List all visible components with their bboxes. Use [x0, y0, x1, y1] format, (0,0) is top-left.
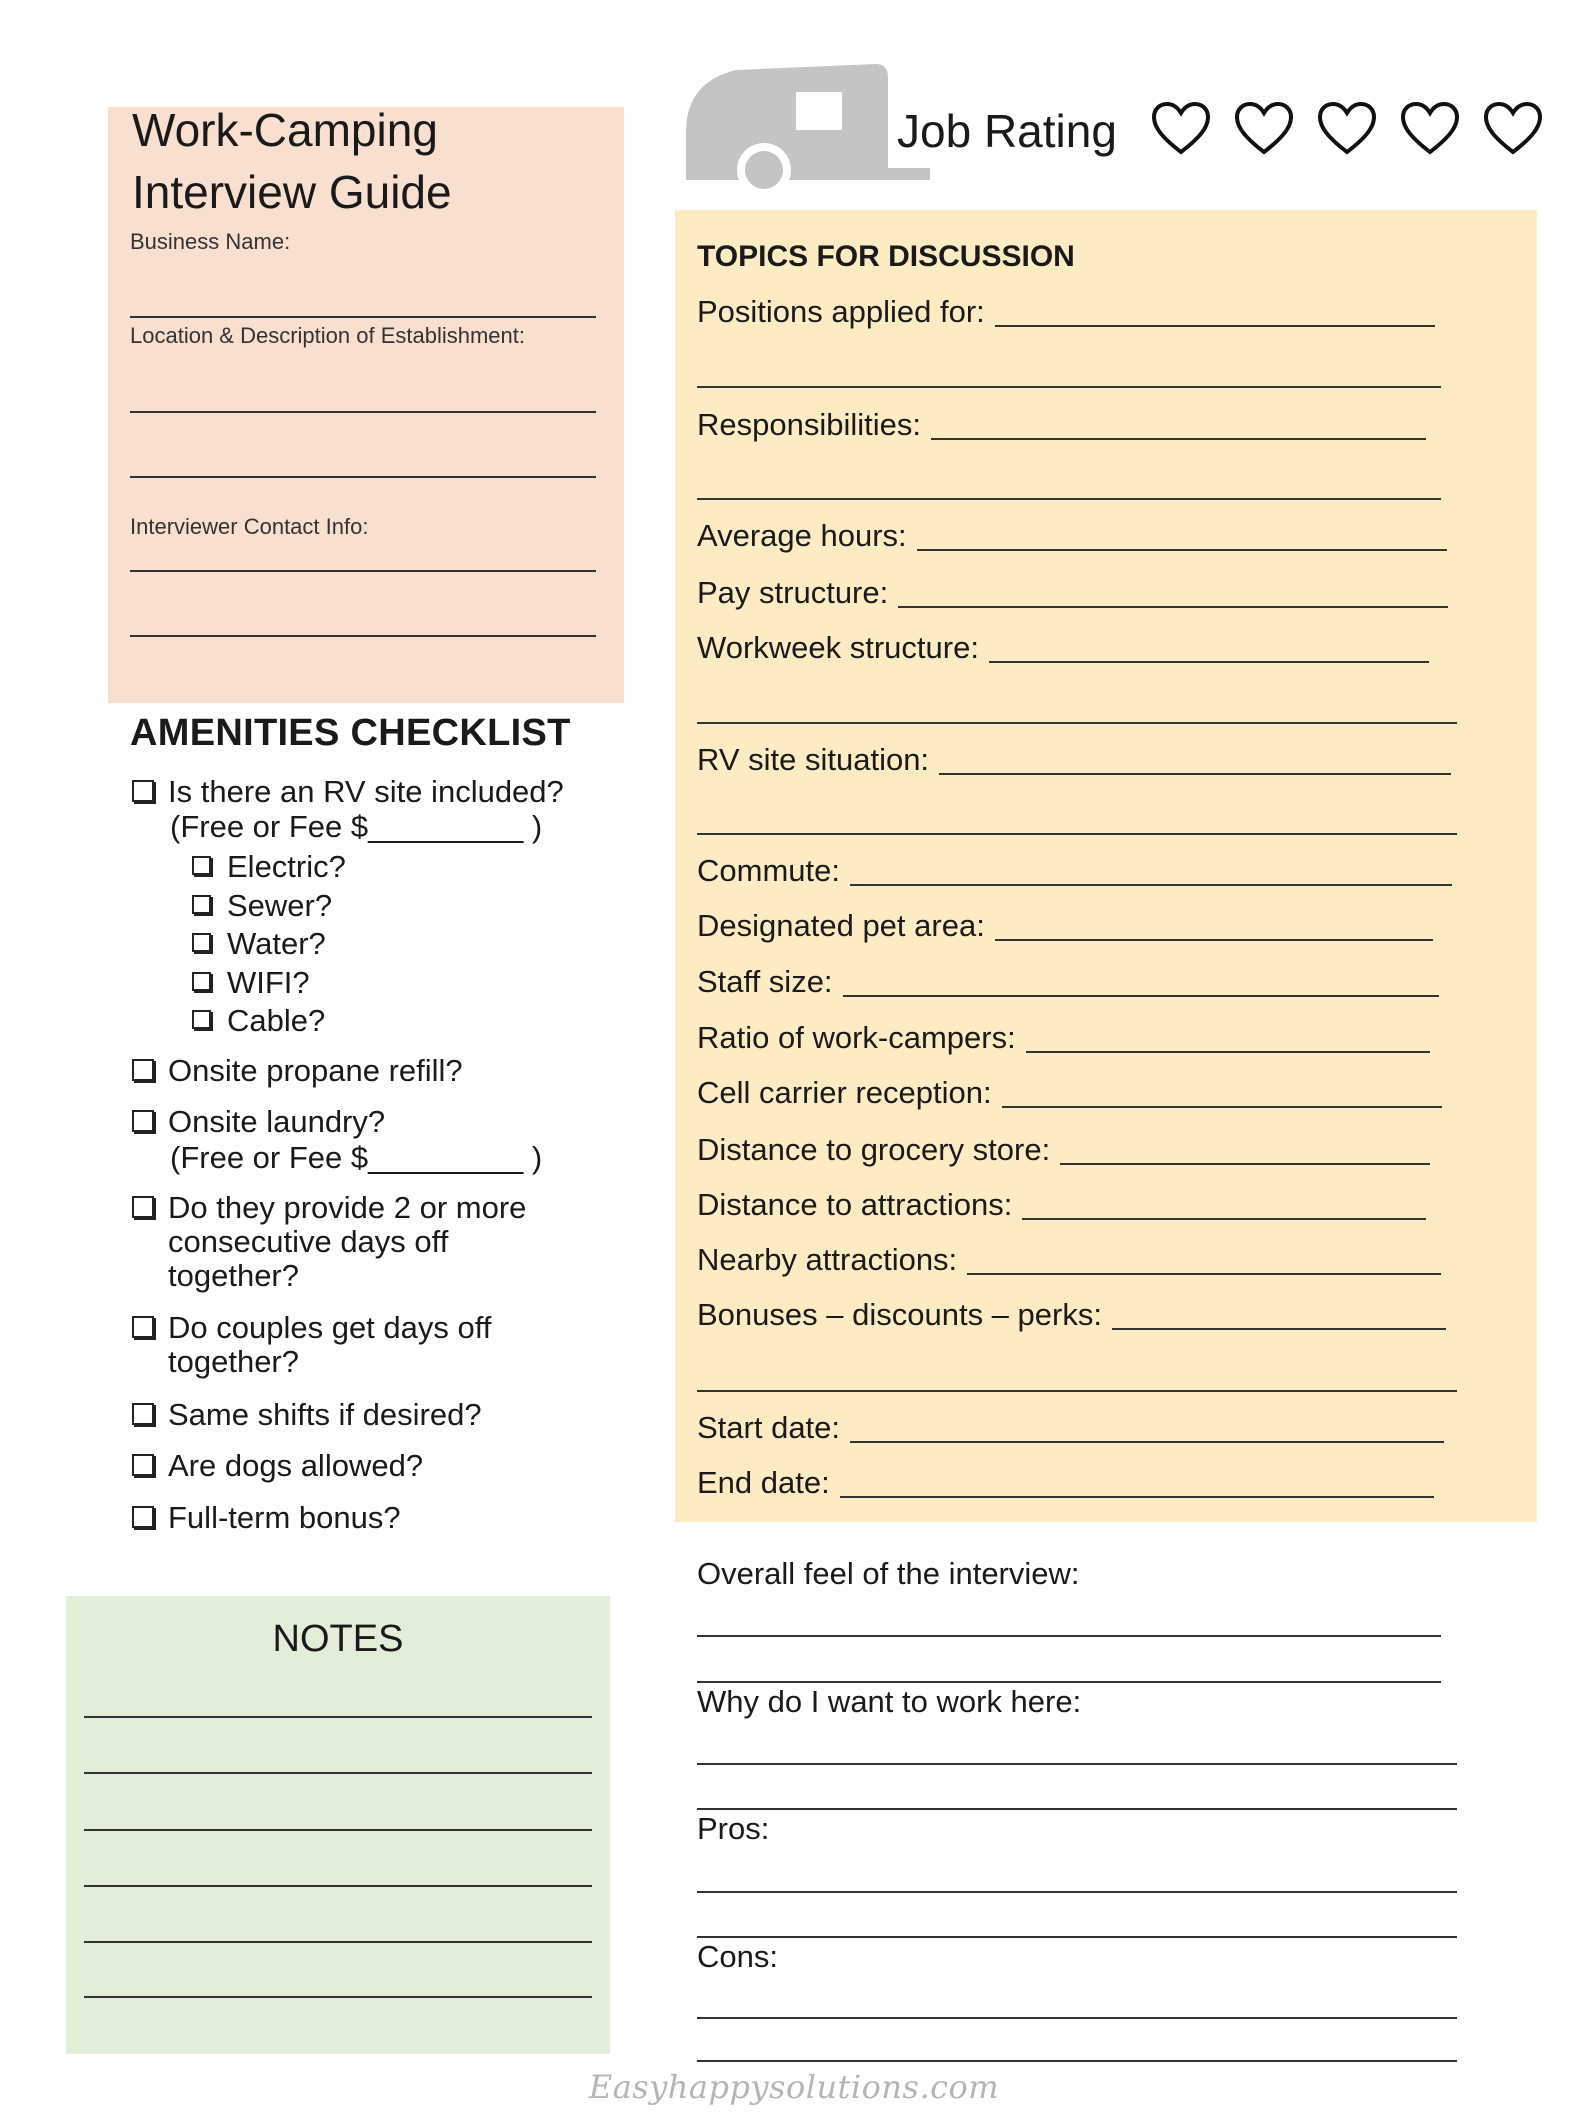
field-attractions-distance[interactable]: Distance to attractions:: [697, 1187, 1426, 1223]
checklist-item-bonus[interactable]: Full-term bonus?: [132, 1501, 401, 1535]
job-rating-label: Job Rating: [897, 105, 1117, 157]
rating-heart-icon-2[interactable]: [1233, 100, 1295, 158]
interviewer-label: Interviewer Contact Info:: [130, 514, 369, 539]
checklist-item-propane[interactable]: Onsite propane refill?: [132, 1054, 463, 1088]
checkbox[interactable]: [132, 1506, 154, 1528]
notes-title: NOTES: [272, 1618, 404, 1660]
checkbox[interactable]: [132, 1196, 154, 1218]
checklist-item-laundry[interactable]: Onsite laundry?: [132, 1105, 385, 1139]
field-nearby-attractions[interactable]: Nearby attractions:: [697, 1242, 1441, 1278]
checkbox[interactable]: [192, 1010, 211, 1029]
field-positions-extra[interactable]: [697, 386, 1441, 388]
field-responsibilities[interactable]: Responsibilities:: [697, 407, 1426, 443]
checkbox[interactable]: [132, 1454, 154, 1476]
checkbox[interactable]: [192, 895, 211, 914]
business-name-field[interactable]: [130, 316, 596, 318]
checklist-item-wifi[interactable]: WIFI?: [192, 966, 310, 1000]
checkbox[interactable]: [132, 1059, 154, 1081]
notes-line-2[interactable]: [84, 1772, 592, 1774]
checkbox[interactable]: [192, 972, 211, 991]
checklist-item-days-off[interactable]: Do they provide 2 or more consecutive days off together?: [132, 1191, 526, 1293]
overall-feel-label: Overall feel of the interview:: [697, 1556, 1080, 1591]
why-work-here-line-1[interactable]: [697, 1763, 1457, 1765]
field-responsibilities-extra[interactable]: [697, 498, 1441, 500]
rv-site-fee-line: (Free or Fee $_________ ): [170, 809, 543, 844]
business-name-label: Business Name:: [130, 229, 291, 254]
field-ratio[interactable]: Ratio of work-campers:: [697, 1020, 1430, 1056]
field-average-hours[interactable]: Average hours:: [697, 518, 1447, 554]
checklist-item-shifts[interactable]: Same shifts if desired?: [132, 1398, 482, 1432]
checkbox[interactable]: [132, 1316, 154, 1338]
field-commute[interactable]: Commute:: [697, 853, 1452, 889]
cons-line-1[interactable]: [697, 2017, 1457, 2019]
field-bonuses[interactable]: Bonuses – discounts – perks:: [697, 1297, 1446, 1333]
field-grocery-distance[interactable]: Distance to grocery store:: [697, 1132, 1430, 1168]
field-end-date[interactable]: End date:: [697, 1465, 1434, 1501]
notes-line-4[interactable]: [84, 1885, 592, 1887]
field-bonuses-extra[interactable]: [697, 1390, 1457, 1392]
overall-feel-line-2[interactable]: [697, 1681, 1441, 1683]
why-work-here-line-2[interactable]: [697, 1808, 1457, 1810]
header-panel: [108, 104, 624, 703]
cons-line-2[interactable]: [697, 2060, 1457, 2062]
amenities-title: AMENITIES CHECKLIST: [130, 712, 571, 754]
checklist-item-cable[interactable]: Cable?: [192, 1004, 325, 1038]
field-workweek-structure[interactable]: Workweek structure:: [697, 630, 1429, 666]
location-field-1[interactable]: [130, 411, 596, 413]
field-pay-structure[interactable]: Pay structure:: [697, 575, 1448, 611]
overall-feel-line-1[interactable]: [697, 1635, 1441, 1637]
topics-title: TOPICS FOR DISCUSSION: [697, 240, 1075, 273]
location-field-2[interactable]: [130, 476, 596, 478]
field-start-date[interactable]: Start date:: [697, 1410, 1444, 1446]
checklist-item-rv-site[interactable]: Is there an RV site included?: [132, 775, 564, 809]
checklist-item-electric[interactable]: Electric?: [192, 850, 346, 884]
why-work-here-label: Why do I want to work here:: [697, 1684, 1082, 1719]
pros-line-2[interactable]: [697, 1936, 1457, 1938]
field-cell-reception[interactable]: Cell carrier reception:: [697, 1075, 1442, 1111]
field-staff-size[interactable]: Staff size:: [697, 964, 1439, 1000]
cons-label: Cons:: [697, 1939, 778, 1974]
pros-line-1[interactable]: [697, 1891, 1457, 1893]
checkbox[interactable]: [192, 933, 211, 952]
notes-line-5[interactable]: [84, 1941, 592, 1943]
field-positions[interactable]: Positions applied for:: [697, 294, 1435, 330]
checklist-item-water[interactable]: Water?: [192, 927, 326, 961]
notes-line-6[interactable]: [84, 1996, 592, 1998]
interviewer-field-1[interactable]: [130, 570, 596, 572]
field-rv-site-situation[interactable]: RV site situation:: [697, 742, 1451, 778]
rv-trailer-icon: [676, 62, 930, 198]
page-title-line2: Interview Guide: [132, 166, 452, 218]
field-workweek-extra[interactable]: [697, 722, 1457, 724]
footer-watermark: Easyhappysolutions.com: [588, 2068, 1000, 2106]
field-rv-site-extra[interactable]: [697, 833, 1457, 835]
notes-line-1[interactable]: [84, 1716, 592, 1718]
notes-line-3[interactable]: [84, 1829, 592, 1831]
field-pet-area[interactable]: Designated pet area:: [697, 908, 1433, 944]
location-label: Location & Description of Establishment:: [130, 323, 525, 348]
checkbox[interactable]: [192, 856, 211, 875]
notes-panel: [66, 1596, 610, 2054]
checkbox[interactable]: [132, 780, 154, 802]
page-title-line1: Work-Camping: [132, 104, 438, 156]
rating-heart-icon-1[interactable]: [1150, 100, 1212, 158]
checkbox[interactable]: [132, 1110, 154, 1132]
checklist-item-sewer[interactable]: Sewer?: [192, 889, 332, 923]
pros-label: Pros:: [697, 1811, 770, 1846]
interviewer-field-2[interactable]: [130, 635, 596, 637]
checkbox[interactable]: [132, 1403, 154, 1425]
rating-heart-icon-3[interactable]: [1316, 100, 1378, 158]
checklist-item-dogs[interactable]: Are dogs allowed?: [132, 1449, 423, 1483]
checklist-item-couples[interactable]: Do couples get days off together?: [132, 1311, 491, 1379]
topics-panel: [675, 210, 1537, 1522]
rating-heart-icon-4[interactable]: [1399, 100, 1461, 158]
rating-heart-icon-5[interactable]: [1482, 100, 1544, 158]
laundry-fee-line: (Free or Fee $_________ ): [170, 1140, 543, 1175]
